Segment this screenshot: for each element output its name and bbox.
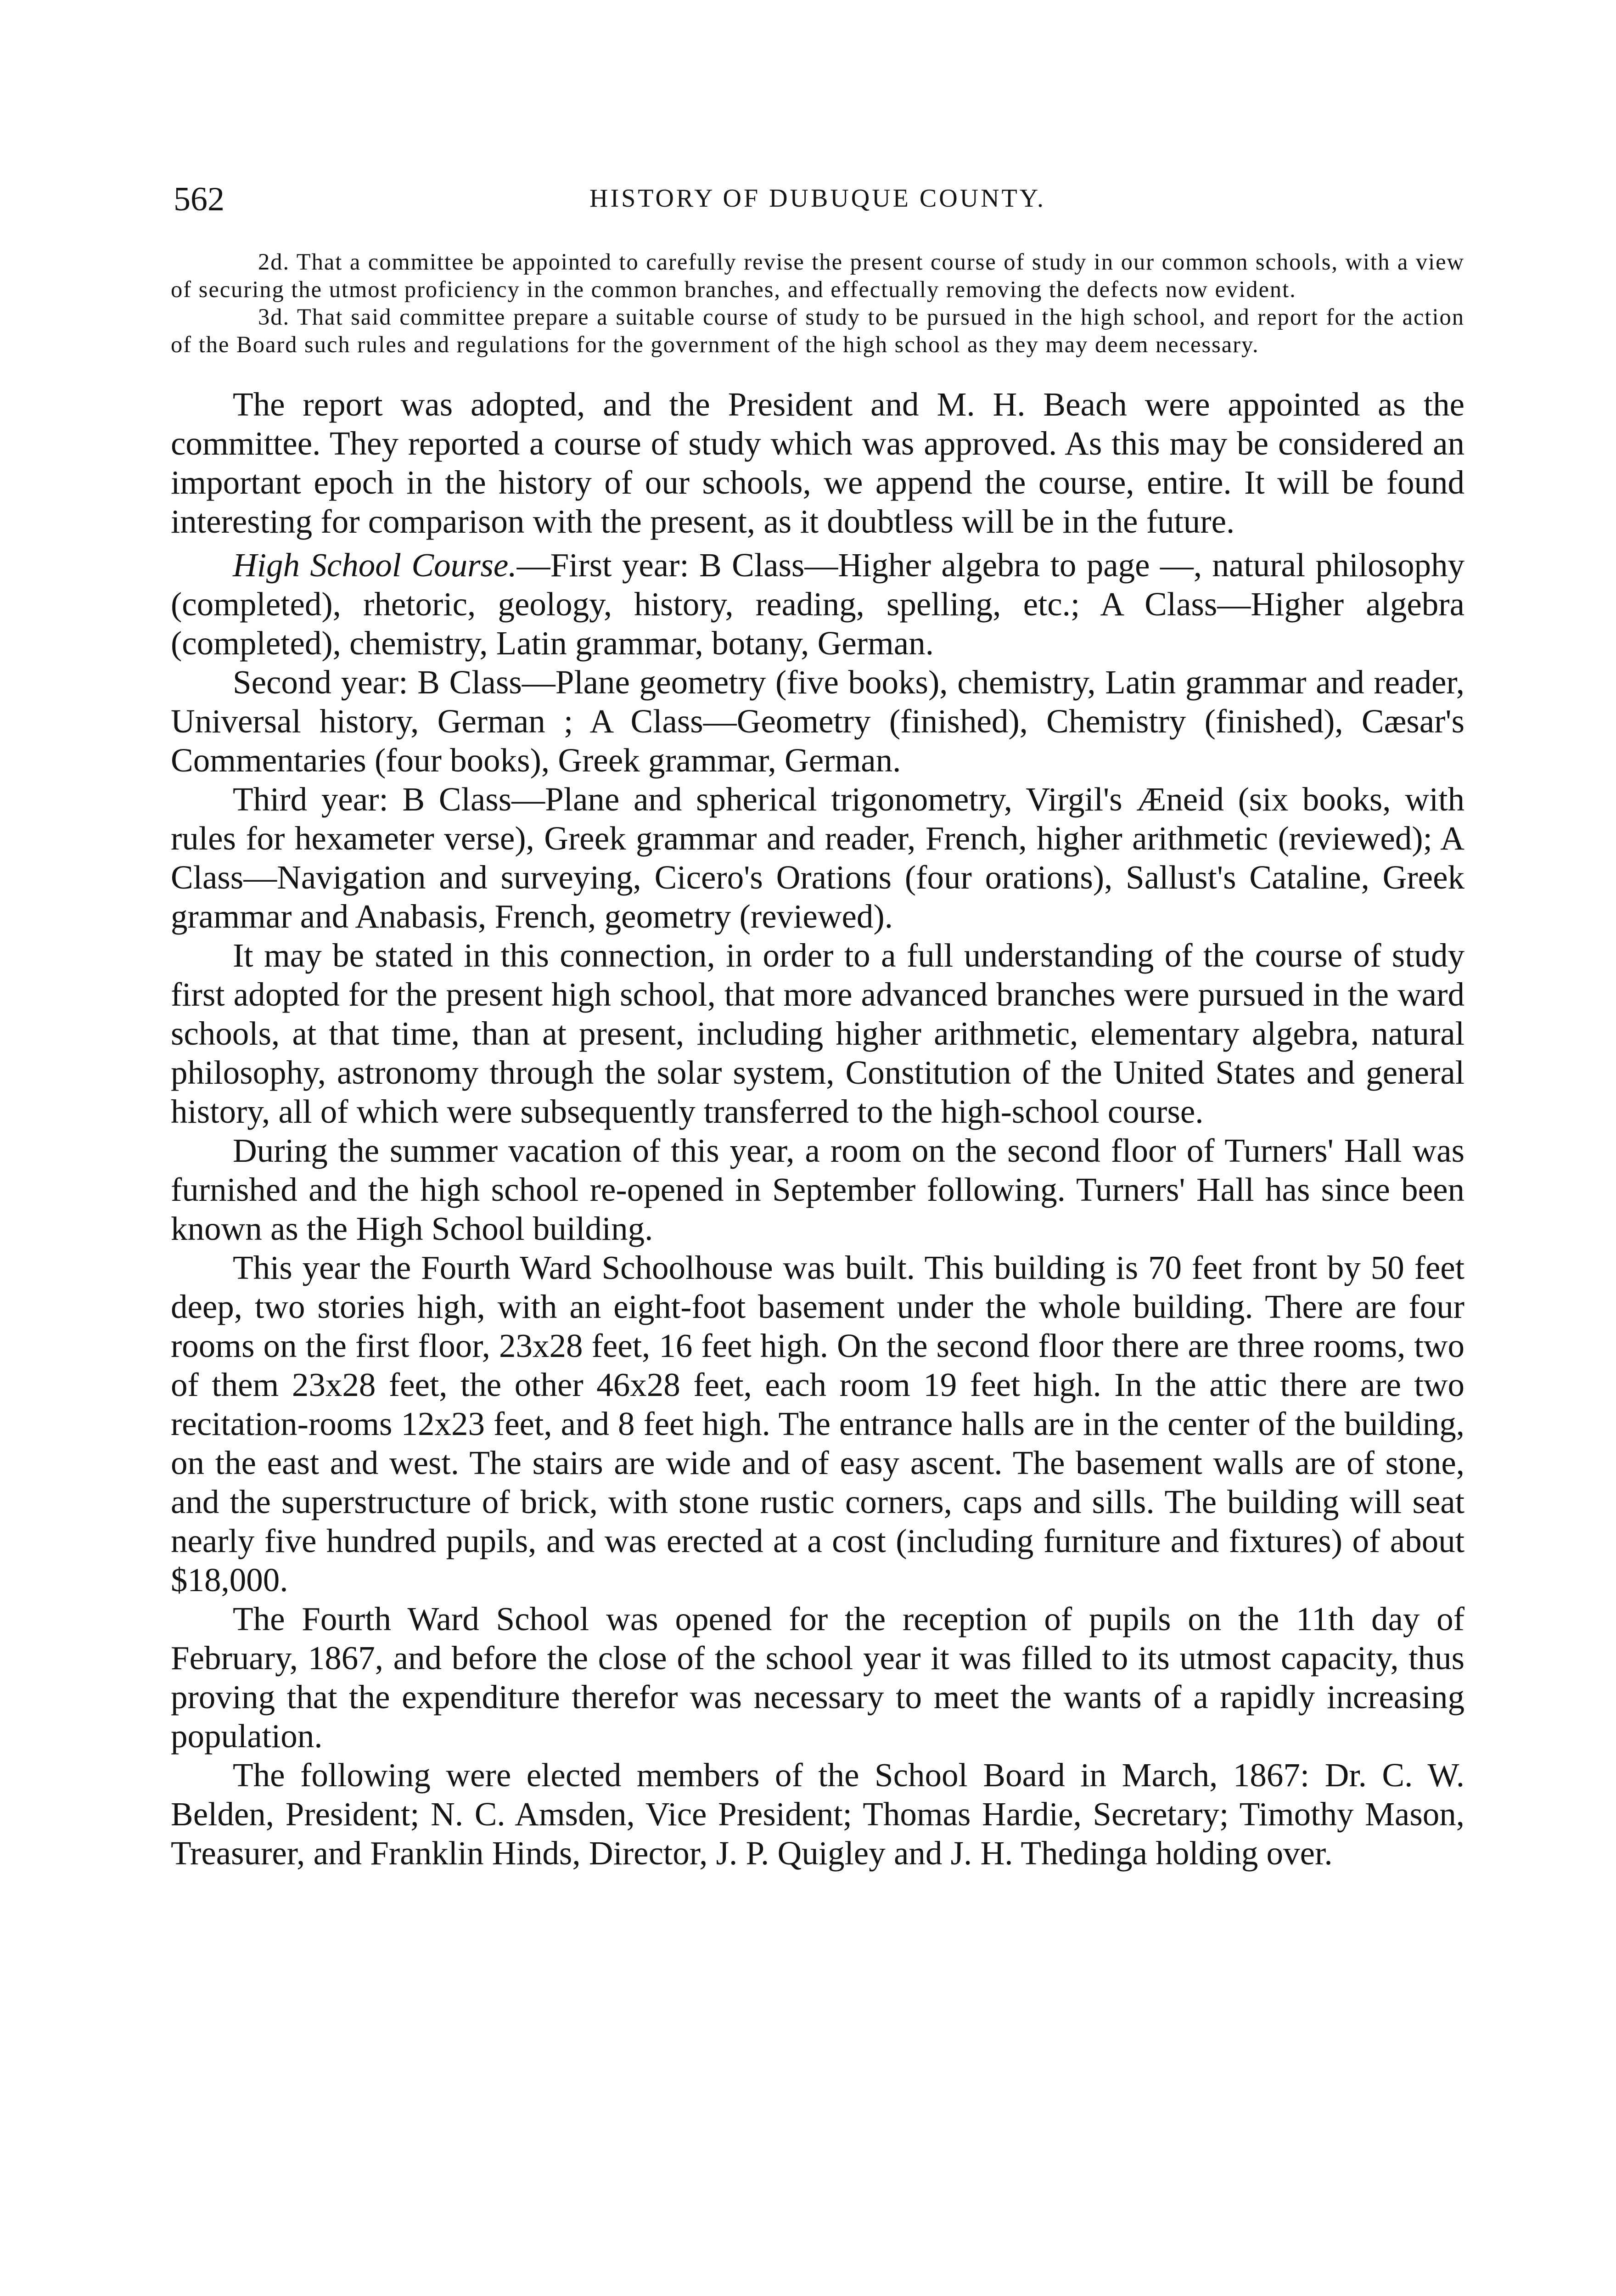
paragraph-turners-hall: During the summer vacation of this year, a room on the second floor of Turners' Hall was furnished and the high school re-opened in September following. Turners' Hall has since been known as the High School building. [171,1132,1464,1247]
paragraph-high-school-course-first-year [171,546,1464,663]
running-title: HISTORY OF DUBUQUE COUNTY. [589,184,1046,213]
paragraph-report-adopted: The report was adopted, and the President and M. H. Beach were appointed as the committee. They reported a course of study which was approved. As this may be considered an important epoch in the history of our schools, we append the course, entire. It will be found interesting for comparison with the present, as it doubtless will be in the future. [171,386,1464,540]
paragraph-fourth-ward-opening: The Fourth Ward School was opened for the reception of pupils on the 11th day of February, 1867, and before the close of the school year it was filled to its utmost capacity, thus proving that the expenditure therefor was necessary to meet the wants of a rapidly increasing population. [171,1600,1464,1755]
running-head [171,180,1464,231]
resolution-3d: 3d. That said committee prepare a suitable course of study to be pursued in the high school, and report for the action of the Board such rules and regulations for the government of the high school as they may deem necessary. [171,304,1464,357]
paragraph-ward-schools-note: It may be stated in this connection, in order to a full understanding of the course of study first adopted for the present high school, that more advanced branches were pursued in the ward schools, at that time, than at present, including higher arithmetic, elementary algebra, natural philosophy, astronomy through the solar system, Constitution of the United States and general history, all of which were subsequently transferred to the high-school course. [171,937,1464,1130]
paragraph-fourth-ward-schoolhouse: This year the Fourth Ward Schoolhouse was built. This building is 70 feet front by 50 feet deep, two stories high, with an eight-foot basement under the whole building. There are four rooms on the first floor, 23x28 feet, 16 feet high. On the second floor there are three rooms, two of them 23x28 feet, the other 46x28 feet, each room 19 feet high. In the attic there are two recitation-rooms 12x23 feet, and 8 feet high. The entrance halls are in the center of the building, on the east and west. The stairs are wide and of easy ascent. The basement walls are of stone, and the superstructure of brick, with stone rustic corners, caps and sills. The building will seat nearly five hundred pupils, and was erected at a cost (including furniture and fixtures) of about $18,000. [171,1249,1464,1598]
first-year-text: —First year: B Class—Higher algebra to page —, natural philosophy (completed), rhetoric, geology, history, reading, spelling, etc.; A Class—Higher algebra (completed), chemistry, Latin grammar, botany, German. [171,546,1465,662]
resolution-2d: 2d. That a committee be appointed to carefully revise the present course of study in our common schools, with a view of securing the utmost proficiency in the common branches, and effectually removing the defects now evident. [171,249,1464,302]
page-number: 562 [174,180,224,218]
paragraph-second-year: Second year: B Class—Plane geometry (five books), chemistry, Latin grammar and reader, Universal history, German ; A Class—Geometry (finished), Chemistry (finished), Cæsar's Commentaries (four books), Greek grammar, German. [171,664,1464,779]
high-school-course-heading: High School Course. [233,546,517,584]
paragraph-school-board-1867: The following were elected members of the School Board in March, 1867: Dr. C. W. Belden, President; N. C. Amsden, Vice President; Thomas Hardie, Secretary; Timothy Mason, Treasurer, and Franklin Hinds, Director, J. P. Quigley and J. H. Thedinga holding over. [171,1756,1464,1872]
book-page [171,180,1464,1877]
body-text [171,385,1464,1873]
paragraph-third-year: Third year: B Class—Plane and spherical trigonometry, Virgil's Æneid (six books, with rules for hexameter verse), Greek grammar and reader, French, higher arithmetic (reviewed); A Class—Navigation and surveying, Cicero's Orations (four orations), Sallust's Cataline, Greek grammar and Anabasis, French, geometry (reviewed). [171,781,1464,935]
board-resolutions [171,248,1464,358]
